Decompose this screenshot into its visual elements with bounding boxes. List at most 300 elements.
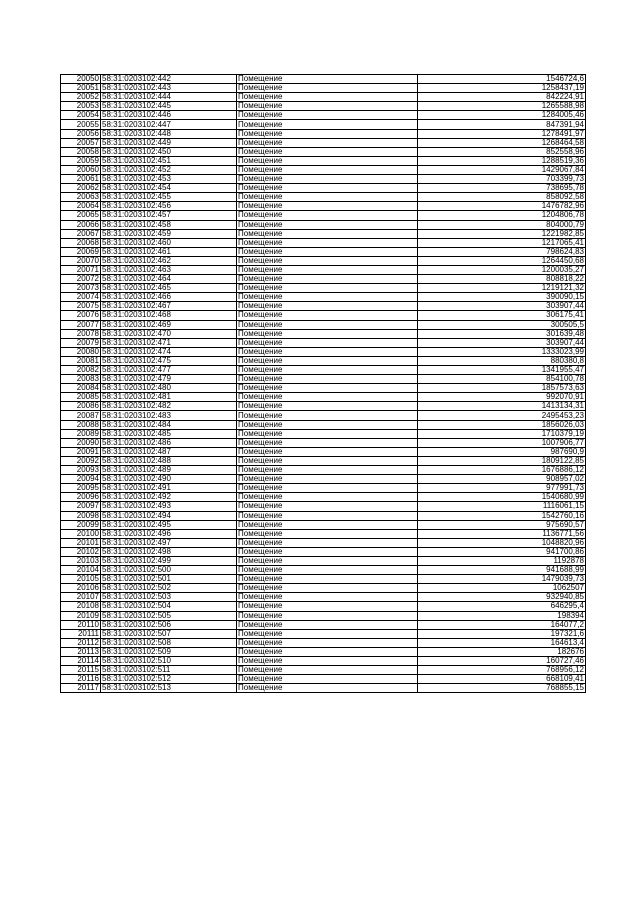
cadastral-number: 58:31:0203102:477: [101, 366, 237, 375]
row-number: 20056: [61, 129, 101, 138]
object-type: Помещение: [237, 411, 418, 420]
row-number: 20050: [61, 75, 101, 84]
cadastral-number: 58:31:0203102:492: [101, 493, 237, 502]
table-row: [61, 593, 586, 602]
cadastral-number: 58:31:0203102:504: [101, 602, 237, 611]
row-number: 20077: [61, 320, 101, 329]
cadastral-number: 58:31:0203102:500: [101, 566, 237, 575]
row-number: 20052: [61, 93, 101, 102]
row-number: 20065: [61, 211, 101, 220]
cadastral-value: 197321,6: [418, 629, 586, 638]
object-type: Помещение: [237, 120, 418, 129]
cadastral-number: 58:31:0203102:497: [101, 538, 237, 547]
row-number: 20113: [61, 647, 101, 656]
table-row: [61, 566, 586, 575]
cadastral-value: 768855,15: [418, 684, 586, 693]
row-number: 20114: [61, 657, 101, 666]
cadastral-number: 58:31:0203102:468: [101, 311, 237, 320]
row-number: 20094: [61, 475, 101, 484]
cadastral-value: 1284005,46: [418, 111, 586, 120]
cadastral-value: 1048820,96: [418, 538, 586, 547]
object-type: Помещение: [237, 538, 418, 547]
object-type: Помещение: [237, 165, 418, 174]
object-type: Помещение: [237, 320, 418, 329]
object-type: Помещение: [237, 102, 418, 111]
cadastral-value: 858092,58: [418, 193, 586, 202]
cadastral-number: 58:31:0203102:488: [101, 456, 237, 465]
cadastral-value: 303907,44: [418, 338, 586, 347]
cadastral-number: 58:31:0203102:507: [101, 629, 237, 638]
cadastral-number: 58:31:0203102:489: [101, 466, 237, 475]
object-type: Помещение: [237, 347, 418, 356]
cadastral-value: 1546724,6: [418, 75, 586, 84]
table-body: [61, 75, 586, 693]
cadastral-value: 842224,91: [418, 93, 586, 102]
cadastral-number: 58:31:0203102:503: [101, 593, 237, 602]
table-row: [61, 120, 586, 129]
table-row: [61, 438, 586, 447]
row-number: 20105: [61, 575, 101, 584]
table-row: [61, 220, 586, 229]
table-row: [61, 338, 586, 347]
cadastral-number: 58:31:0203102:462: [101, 256, 237, 265]
table-row: [61, 211, 586, 220]
object-type: Помещение: [237, 493, 418, 502]
object-type: Помещение: [237, 575, 418, 584]
object-type: Помещение: [237, 402, 418, 411]
cadastral-number: 58:31:0203102:443: [101, 84, 237, 93]
table-row: [61, 638, 586, 647]
object-type: Помещение: [237, 275, 418, 284]
object-type: Помещение: [237, 156, 418, 165]
object-type: Помещение: [237, 466, 418, 475]
cadastral-number: 58:31:0203102:499: [101, 556, 237, 565]
row-number: 20072: [61, 275, 101, 284]
cadastral-value: 303907,44: [418, 302, 586, 311]
object-type: Помещение: [237, 302, 418, 311]
cadastral-value: 1857573,63: [418, 384, 586, 393]
cadastral-number: 58:31:0203102:486: [101, 438, 237, 447]
cadastral-value: 1204806,78: [418, 211, 586, 220]
cadastral-number: 58:31:0203102:512: [101, 675, 237, 684]
table-row: [61, 356, 586, 365]
object-type: Помещение: [237, 584, 418, 593]
cadastral-value: 1542760,16: [418, 511, 586, 520]
cadastral-number: 58:31:0203102:461: [101, 247, 237, 256]
row-number: 20078: [61, 329, 101, 338]
table-row: [61, 647, 586, 656]
cadastral-number: 58:31:0203102:505: [101, 611, 237, 620]
table-row: [61, 547, 586, 556]
table-row: [61, 657, 586, 666]
row-number: 20080: [61, 347, 101, 356]
table-row: [61, 84, 586, 93]
table-row: [61, 302, 586, 311]
row-number: 20093: [61, 466, 101, 475]
cadastral-value: 941700,86: [418, 547, 586, 556]
row-number: 20103: [61, 556, 101, 565]
object-type: Помещение: [237, 611, 418, 620]
object-type: Помещение: [237, 520, 418, 529]
object-type: Помещение: [237, 256, 418, 265]
table-row: [61, 102, 586, 111]
row-number: 20082: [61, 366, 101, 375]
cadastral-number: 58:31:0203102:509: [101, 647, 237, 656]
table-row: [61, 366, 586, 375]
object-type: Помещение: [237, 547, 418, 556]
cadastral-number: 58:31:0203102:464: [101, 275, 237, 284]
cadastral-value: 1007906,77: [418, 438, 586, 447]
row-number: 20059: [61, 156, 101, 165]
cadastral-value: 1809122,85: [418, 456, 586, 465]
row-number: 20092: [61, 456, 101, 465]
table-row: [61, 247, 586, 256]
table-row: [61, 329, 586, 338]
cadastral-value: 301639,48: [418, 329, 586, 338]
cadastral-number: 58:31:0203102:445: [101, 102, 237, 111]
object-type: Помещение: [237, 211, 418, 220]
cadastral-number: 58:31:0203102:451: [101, 156, 237, 165]
row-number: 20055: [61, 120, 101, 129]
cadastral-number: 58:31:0203102:460: [101, 238, 237, 247]
cadastral-number: 58:31:0203102:442: [101, 75, 237, 84]
cadastral-value: 2495453,23: [418, 411, 586, 420]
cadastral-value: 182676: [418, 647, 586, 656]
table-row: [61, 602, 586, 611]
cadastral-number: 58:31:0203102:470: [101, 329, 237, 338]
table-row: [61, 620, 586, 629]
cadastral-number: 58:31:0203102:458: [101, 220, 237, 229]
cadastral-number: 58:31:0203102:454: [101, 184, 237, 193]
table-row: [61, 484, 586, 493]
object-type: Помещение: [237, 447, 418, 456]
cadastral-number: 58:31:0203102:456: [101, 202, 237, 211]
row-number: 20104: [61, 566, 101, 575]
table-row: [61, 575, 586, 584]
table-row: [61, 347, 586, 356]
row-number: 20090: [61, 438, 101, 447]
table-row: [61, 402, 586, 411]
cadastral-number: 58:31:0203102:447: [101, 120, 237, 129]
table-row: [61, 429, 586, 438]
object-type: Помещение: [237, 566, 418, 575]
row-number: 20061: [61, 175, 101, 184]
table-row: [61, 111, 586, 120]
row-number: 20079: [61, 338, 101, 347]
table-row: [61, 511, 586, 520]
object-type: Помещение: [237, 175, 418, 184]
cadastral-value: 1429067,84: [418, 165, 586, 174]
row-number: 20085: [61, 393, 101, 402]
cadastral-value: 1476782,96: [418, 202, 586, 211]
table-row: [61, 275, 586, 284]
cadastral-value: 164077,2: [418, 620, 586, 629]
object-type: Помещение: [237, 556, 418, 565]
row-number: 20115: [61, 666, 101, 675]
table-row: [61, 447, 586, 456]
cadastral-value: 164613,4: [418, 638, 586, 647]
cadastral-number: 58:31:0203102:501: [101, 575, 237, 584]
cadastral-number: 58:31:0203102:457: [101, 211, 237, 220]
cadastral-number: 58:31:0203102:455: [101, 193, 237, 202]
object-type: Помещение: [237, 366, 418, 375]
row-number: 20053: [61, 102, 101, 111]
table-row: [61, 320, 586, 329]
cadastral-number: 58:31:0203102:444: [101, 93, 237, 102]
row-number: 20108: [61, 602, 101, 611]
row-number: 20062: [61, 184, 101, 193]
cadastral-value: 1265588,98: [418, 102, 586, 111]
row-number: 20064: [61, 202, 101, 211]
cadastral-value: 908957,02: [418, 475, 586, 484]
cadastral-value: 703399,73: [418, 175, 586, 184]
object-type: Помещение: [237, 247, 418, 256]
table-row: [61, 611, 586, 620]
row-number: 20057: [61, 138, 101, 147]
row-number: 20066: [61, 220, 101, 229]
cadastral-value: 1217065,41: [418, 238, 586, 247]
row-number: 20095: [61, 484, 101, 493]
row-number: 20097: [61, 502, 101, 511]
cadastral-number: 58:31:0203102:496: [101, 529, 237, 538]
row-number: 20081: [61, 356, 101, 365]
object-type: Помещение: [237, 475, 418, 484]
cadastral-value: 854100,78: [418, 375, 586, 384]
table-row: [61, 393, 586, 402]
row-number: 20083: [61, 375, 101, 384]
table-row: [61, 202, 586, 211]
table-row: [61, 520, 586, 529]
row-number: 20089: [61, 429, 101, 438]
cadastral-value: 1479039,73: [418, 575, 586, 584]
object-type: Помещение: [237, 93, 418, 102]
cadastral-number: 58:31:0203102:448: [101, 129, 237, 138]
cadastral-value: 975690,57: [418, 520, 586, 529]
cadastral-value-table: [60, 74, 586, 693]
table-row: [61, 193, 586, 202]
table-row: [61, 93, 586, 102]
cadastral-number: 58:31:0203102:484: [101, 420, 237, 429]
row-number: 20117: [61, 684, 101, 693]
cadastral-value: 768956,12: [418, 666, 586, 675]
row-number: 20069: [61, 247, 101, 256]
cadastral-value: 1341955,47: [418, 366, 586, 375]
object-type: Помещение: [237, 484, 418, 493]
row-number: 20060: [61, 165, 101, 174]
table-row: [61, 529, 586, 538]
row-number: 20091: [61, 447, 101, 456]
cadastral-value: 1136771,56: [418, 529, 586, 538]
table-row: [61, 75, 586, 84]
table-row: [61, 384, 586, 393]
object-type: Помещение: [237, 111, 418, 120]
row-number: 20075: [61, 302, 101, 311]
cadastral-number: 58:31:0203102:479: [101, 375, 237, 384]
table-row: [61, 411, 586, 420]
cadastral-value: 1856026,03: [418, 420, 586, 429]
cadastral-number: 58:31:0203102:450: [101, 147, 237, 156]
row-number: 20102: [61, 547, 101, 556]
row-number: 20067: [61, 229, 101, 238]
table-row: [61, 138, 586, 147]
cadastral-value: 306175,41: [418, 311, 586, 320]
row-number: 20106: [61, 584, 101, 593]
cadastral-value: 738695,78: [418, 184, 586, 193]
row-number: 20058: [61, 147, 101, 156]
table-row: [61, 165, 586, 174]
object-type: Помещение: [237, 184, 418, 193]
cadastral-value: 1676886,12: [418, 466, 586, 475]
cadastral-value: 941688,99: [418, 566, 586, 575]
row-number: 20073: [61, 284, 101, 293]
table-row: [61, 502, 586, 511]
object-type: Помещение: [237, 675, 418, 684]
object-type: Помещение: [237, 284, 418, 293]
cadastral-number: 58:31:0203102:459: [101, 229, 237, 238]
cadastral-number: 58:31:0203102:513: [101, 684, 237, 693]
cadastral-number: 58:31:0203102:474: [101, 347, 237, 356]
object-type: Помещение: [237, 138, 418, 147]
row-number: 20051: [61, 84, 101, 93]
cadastral-value: 1200035,27: [418, 265, 586, 274]
cadastral-number: 58:31:0203102:483: [101, 411, 237, 420]
cadastral-value: 852558,96: [418, 147, 586, 156]
object-type: Помещение: [237, 438, 418, 447]
cadastral-value: 1192878: [418, 556, 586, 565]
object-type: Помещение: [237, 529, 418, 538]
row-number: 20111: [61, 629, 101, 638]
table-row: [61, 284, 586, 293]
row-number: 20101: [61, 538, 101, 547]
cadastral-number: 58:31:0203102:481: [101, 393, 237, 402]
cadastral-value: 1540680,99: [418, 493, 586, 502]
row-number: 20096: [61, 493, 101, 502]
cadastral-number: 58:31:0203102:480: [101, 384, 237, 393]
row-number: 20107: [61, 593, 101, 602]
cadastral-number: 58:31:0203102:511: [101, 666, 237, 675]
row-number: 20112: [61, 638, 101, 647]
row-number: 20100: [61, 529, 101, 538]
object-type: Помещение: [237, 265, 418, 274]
cadastral-value: 1710379,19: [418, 429, 586, 438]
cadastral-value: 932940,85: [418, 593, 586, 602]
cadastral-value: 1221982,85: [418, 229, 586, 238]
object-type: Помещение: [237, 684, 418, 693]
row-number: 20071: [61, 265, 101, 274]
object-type: Помещение: [237, 129, 418, 138]
object-type: Помещение: [237, 666, 418, 675]
object-type: Помещение: [237, 75, 418, 84]
row-number: 20084: [61, 384, 101, 393]
table-row: [61, 256, 586, 265]
object-type: Помещение: [237, 202, 418, 211]
cadastral-number: 58:31:0203102:469: [101, 320, 237, 329]
row-number: 20086: [61, 402, 101, 411]
object-type: Помещение: [237, 511, 418, 520]
cadastral-value: 668109,41: [418, 675, 586, 684]
table-row: [61, 456, 586, 465]
object-type: Помещение: [237, 229, 418, 238]
cadastral-number: 58:31:0203102:493: [101, 502, 237, 511]
object-type: Помещение: [237, 384, 418, 393]
object-type: Помещение: [237, 657, 418, 666]
table-row: [61, 684, 586, 693]
cadastral-value: 1062507: [418, 584, 586, 593]
row-number: 20054: [61, 111, 101, 120]
table-row: [61, 147, 586, 156]
cadastral-value: 1219121,32: [418, 284, 586, 293]
cadastral-number: 58:31:0203102:452: [101, 165, 237, 174]
cadastral-number: 58:31:0203102:482: [101, 402, 237, 411]
object-type: Помещение: [237, 84, 418, 93]
table-row: [61, 466, 586, 475]
cadastral-value: 160727,46: [418, 657, 586, 666]
cadastral-number: 58:31:0203102:453: [101, 175, 237, 184]
table-row: [61, 265, 586, 274]
cadastral-number: 58:31:0203102:449: [101, 138, 237, 147]
table-row: [61, 556, 586, 565]
object-type: Помещение: [237, 375, 418, 384]
cadastral-number: 58:31:0203102:491: [101, 484, 237, 493]
table-row: [61, 293, 586, 302]
object-type: Помещение: [237, 593, 418, 602]
table-row: [61, 538, 586, 547]
object-type: Помещение: [237, 502, 418, 511]
cadastral-value: 1413134,31: [418, 402, 586, 411]
cadastral-number: 58:31:0203102:465: [101, 284, 237, 293]
cadastral-value: 1288519,36: [418, 156, 586, 165]
row-number: 20068: [61, 238, 101, 247]
row-number: 20074: [61, 293, 101, 302]
cadastral-number: 58:31:0203102:508: [101, 638, 237, 647]
row-number: 20098: [61, 511, 101, 520]
cadastral-number: 58:31:0203102:487: [101, 447, 237, 456]
cadastral-number: 58:31:0203102:485: [101, 429, 237, 438]
table-row: [61, 493, 586, 502]
object-type: Помещение: [237, 456, 418, 465]
object-type: Помещение: [237, 629, 418, 638]
object-type: Помещение: [237, 293, 418, 302]
object-type: Помещение: [237, 329, 418, 338]
cadastral-value: 1333023,99: [418, 347, 586, 356]
object-type: Помещение: [237, 638, 418, 647]
row-number: 20087: [61, 411, 101, 420]
row-number: 20070: [61, 256, 101, 265]
row-number: 20116: [61, 675, 101, 684]
object-type: Помещение: [237, 238, 418, 247]
cadastral-value: 808818,22: [418, 275, 586, 284]
cadastral-value: 847391,94: [418, 120, 586, 129]
object-type: Помещение: [237, 356, 418, 365]
table-row: [61, 311, 586, 320]
cadastral-value: 300505,5: [418, 320, 586, 329]
table-row: [61, 584, 586, 593]
cadastral-number: 58:31:0203102:463: [101, 265, 237, 274]
object-type: Помещение: [237, 647, 418, 656]
row-number: 20063: [61, 193, 101, 202]
table-row: [61, 156, 586, 165]
object-type: Помещение: [237, 393, 418, 402]
cadastral-value: 977991,73: [418, 484, 586, 493]
object-type: Помещение: [237, 193, 418, 202]
row-number: 20099: [61, 520, 101, 529]
cadastral-value: 1258437,19: [418, 84, 586, 93]
table-row: [61, 175, 586, 184]
row-number: 20088: [61, 420, 101, 429]
cadastral-number: 58:31:0203102:502: [101, 584, 237, 593]
table-row: [61, 675, 586, 684]
object-type: Помещение: [237, 620, 418, 629]
